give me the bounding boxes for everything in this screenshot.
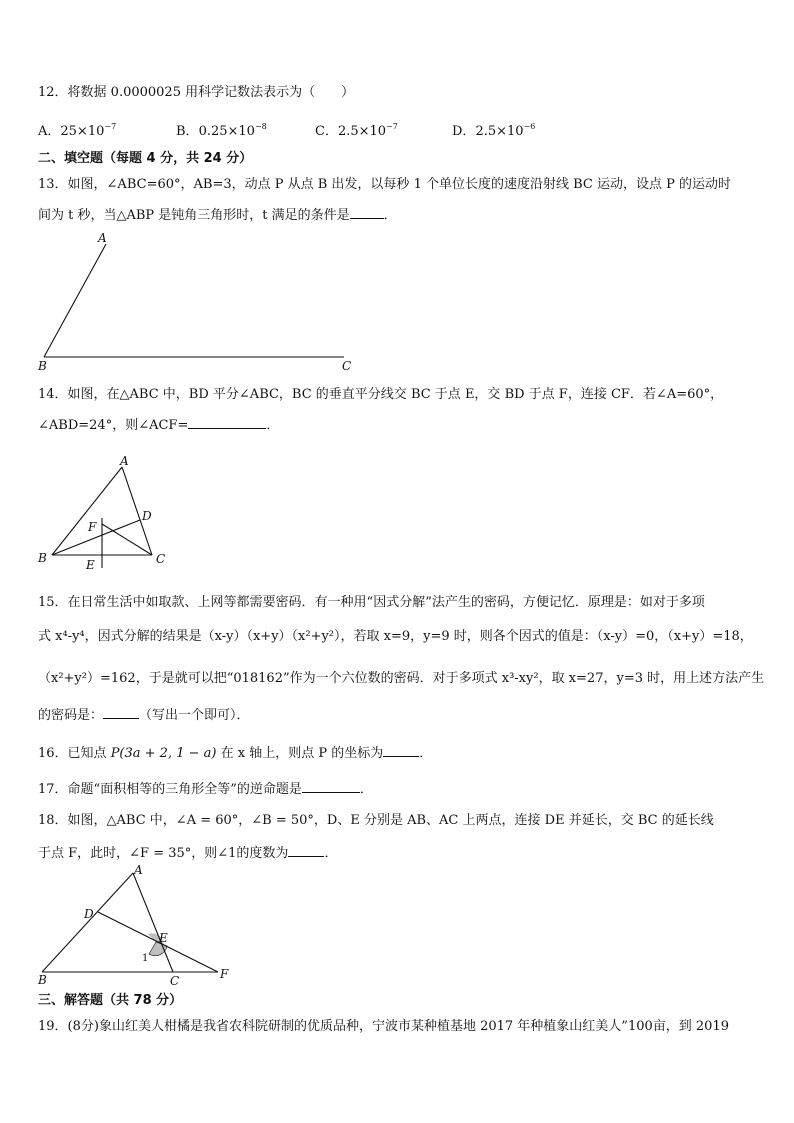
- q13-line1: 13．如图，∠ABC=60°，AB=3，动点 P 从点 B 出发，以每秒 1 个单位长度的速度沿射线 BC 运动，设点 P 的运动时: [38, 177, 731, 192]
- q14-side-ab: [52, 467, 122, 555]
- q15-line3: （x²+y²）=162，于是就可以把“018162”作为一个六位数的密码．对于多项式 x³-xy²，取 x=27，y=3 时，用上述方法产生: [38, 671, 765, 686]
- q18-line-df: [98, 912, 218, 972]
- q18-label-e: E: [159, 931, 168, 945]
- q17-line: 17．命题“面积相等的三角形全等”的逆命题是 ．: [38, 782, 373, 797]
- q12-option-a[interactable]: A．$25\times 10^{-7}$: [38, 122, 117, 139]
- q15-line4-text: 的密码是：: [38, 708, 104, 723]
- q13-label-c: C: [342, 359, 352, 373]
- q18-label-c: C: [170, 974, 180, 988]
- q14-line1: 14．如图，在△ABC 中，BD 平分∠ABC，BC 的垂直平分线交 BC 于点 E，交 BD 于点 F，连接 CF．若∠A=60°，: [38, 387, 724, 402]
- q13-figure: [36, 230, 356, 373]
- q14-figure: [36, 450, 176, 580]
- q14-label-e: E: [86, 558, 95, 572]
- q18-figure: [36, 864, 246, 988]
- section-fill-in-title: 二、填空题（每题 4 分，共 24 分）: [38, 151, 253, 166]
- section-answer-title: 三、解答题（共 78 分）: [38, 993, 183, 1008]
- q14-answer-blank[interactable]: [188, 416, 266, 429]
- q13-label-a: A: [98, 231, 107, 245]
- q16-point: P(3a + 2, 1 − a): [110, 746, 217, 761]
- q12-stem: 12．将数据 0.0000025 用科学记数法表示为（ ）: [38, 85, 355, 100]
- q14-line2-text: ∠ABD=24°，则∠ACF=: [38, 418, 189, 433]
- q15-line4: 的密码是： （写出一个即可）．: [38, 708, 250, 723]
- q14-segment-cf: [102, 524, 152, 555]
- q14-label-c: C: [156, 552, 166, 566]
- q17-answer-blank[interactable]: [302, 780, 360, 793]
- q13-label-b: B: [38, 359, 47, 373]
- q13-segment-ab: [44, 244, 106, 357]
- q18-label-b: B: [38, 973, 47, 987]
- q13-line2-text: 间为 t 秒，当△ABP 是钝角三角形时，t 满足的条件是: [38, 208, 350, 223]
- q18-line2: 于点 F，此时，∠F = 35°，则∠1的度数为 ．: [38, 846, 338, 861]
- q14-label-b: B: [38, 551, 47, 565]
- q16-answer-blank[interactable]: [383, 744, 419, 757]
- q18-label-f: F: [220, 967, 229, 981]
- q18-line2-text: 于点 F，此时，∠F = 35°，则∠1的度数为: [38, 846, 289, 861]
- q15-line2: 式 x⁴-y⁴，因式分解的结果是（x-y）（x+y）（x²+y²），若取 x=9，y=9 时，则各个因式的值是：（x-y）=0，（x+y）=18，: [38, 629, 753, 644]
- q18-label-a: A: [134, 863, 143, 877]
- q18-line1: 18．如图，△ABC 中，∠A = 60°，∠B = 50°，D、E 分别是 AB、AC 上两点，连接 DE 并延长，交 BC 的延长线: [38, 813, 714, 828]
- q12-option-c[interactable]: C．$2.5\times 10^{-7}$: [315, 122, 398, 139]
- q14-label-a: A: [120, 454, 129, 468]
- q18-answer-blank[interactable]: [288, 844, 324, 857]
- q18-label-angle-1: 1: [142, 953, 149, 964]
- q15-answer-blank[interactable]: [103, 706, 139, 719]
- q13-line2: 间为 t 秒，当△ABP 是钝角三角形时，t 满足的条件是 ．: [38, 208, 397, 223]
- q13-answer-blank[interactable]: [350, 206, 384, 219]
- q15-line1: 15．在日常生活中如取款、上网等都需要密码．有一种用“因式分解”法产生的密码，方便记忆．原理是：如对于多项: [38, 595, 705, 610]
- q19-line1: 19．(8分)象山红美人柑橘是我省农科院研制的优质品种，宁波市某种植基地 2017 年种植象山红美人”100亩，到 2019: [38, 1019, 729, 1034]
- q12-option-b[interactable]: B．$0.25\times 10^{-8}$: [176, 122, 267, 139]
- q18-label-d: D: [84, 907, 94, 921]
- q14-label-f: F: [88, 520, 97, 534]
- q12-option-d[interactable]: D．$2.5\times 10^{-6}$: [452, 122, 536, 139]
- q14-label-d: D: [142, 509, 152, 523]
- q14-line2: ∠ABD=24°，则∠ACF= ．: [38, 418, 280, 433]
- q16-line: 16．已知点 P(3a + 2, 1 − a) 在 x 轴上，则点 P 的坐标为 ．: [38, 746, 433, 761]
- q18-side-ac: [133, 873, 173, 972]
